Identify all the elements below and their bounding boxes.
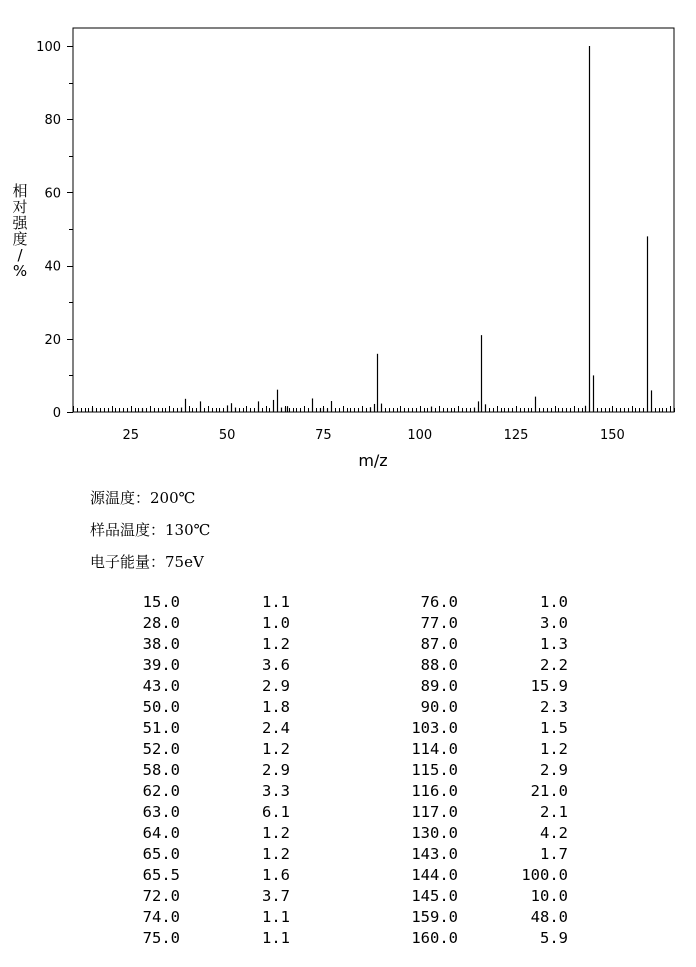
y-axis-label-char: 强	[12, 214, 28, 232]
y-axis-label-char: 度	[12, 230, 28, 248]
mz-left-cell: 65.0	[142, 845, 180, 863]
mz-left-cell: 62.0	[142, 782, 180, 800]
intensity-right-cell: 15.9	[530, 677, 568, 695]
x-tick-labels	[123, 428, 625, 443]
x-tick-label: 50	[218, 428, 236, 443]
electron-energy: 电子能量：75eV	[90, 553, 204, 571]
table-row	[0, 761, 696, 782]
intensity-left-cell: 1.2	[262, 824, 290, 842]
table-row	[0, 740, 696, 761]
intensity-right-cell: 4.2	[540, 824, 568, 842]
mz-left-cell: 64.0	[142, 824, 180, 842]
y-axis-label-char: %	[12, 262, 28, 280]
mz-right-cell: 160.0	[411, 929, 458, 947]
intensity-right-cell: 2.3	[540, 698, 568, 716]
y-axis-ticks	[67, 47, 73, 413]
mz-right-cell: 116.0	[411, 782, 458, 800]
mass-spectrum-chart	[0, 0, 696, 480]
table-row	[0, 698, 696, 719]
mz-right-cell: 143.0	[411, 845, 458, 863]
mz-right-cell: 130.0	[411, 824, 458, 842]
mz-left-cell: 15.0	[142, 593, 180, 611]
table-row	[0, 719, 696, 740]
mz-right-cell: 87.0	[420, 635, 458, 653]
mz-right-cell: 89.0	[420, 677, 458, 695]
table-row	[0, 656, 696, 677]
sample-temperature: 样品温度：130℃	[90, 521, 211, 539]
y-tick-label: 100	[36, 40, 61, 55]
table-row	[0, 866, 696, 887]
mz-left-cell: 58.0	[142, 761, 180, 779]
mz-left-cell: 75.0	[142, 929, 180, 947]
intensity-right-cell: 2.9	[540, 761, 568, 779]
intensity-left-cell: 1.8	[262, 698, 290, 716]
mz-left-cell: 72.0	[142, 887, 180, 905]
intensity-left-cell: 2.4	[262, 719, 290, 737]
table-row	[0, 845, 696, 866]
table-row	[0, 929, 696, 950]
intensity-right-cell: 5.9	[540, 929, 568, 947]
intensity-right-cell: 1.0	[540, 593, 568, 611]
y-tick-label: 80	[44, 113, 61, 129]
mz-left-cell: 43.0	[142, 677, 180, 695]
mz-left-cell: 50.0	[142, 698, 180, 716]
mz-left-cell: 63.0	[142, 803, 180, 821]
mz-right-cell: 77.0	[420, 614, 458, 632]
intensity-right-cell: 21.0	[530, 782, 568, 800]
table-row	[0, 614, 696, 635]
intensity-left-cell: 3.7	[262, 887, 290, 905]
intensity-right-cell: 10.0	[530, 887, 568, 905]
mz-left-cell: 28.0	[142, 614, 180, 632]
x-tick-label: 100	[407, 428, 433, 443]
intensity-right-cell: 1.3	[540, 635, 568, 653]
intensity-left-cell: 1.2	[262, 845, 290, 863]
table-row	[0, 635, 696, 656]
y-tick-label: 40	[44, 259, 61, 275]
mz-left-cell: 74.0	[142, 908, 180, 926]
table-row	[0, 908, 696, 929]
peak-series	[93, 46, 652, 412]
mz-right-cell: 103.0	[411, 719, 458, 737]
mz-left-cell: 39.0	[142, 656, 180, 674]
mz-right-cell: 117.0	[411, 803, 458, 821]
mz-right-cell: 90.0	[420, 698, 458, 716]
table-row	[0, 824, 696, 845]
mz-right-cell: 88.0	[420, 656, 458, 674]
intensity-right-cell: 100.0	[521, 866, 568, 884]
mz-right-cell: 159.0	[411, 908, 458, 926]
intensity-left-cell: 1.1	[262, 908, 290, 926]
table-row	[0, 677, 696, 698]
intensity-left-cell: 2.9	[262, 677, 290, 695]
mz-left-cell: 51.0	[142, 719, 180, 737]
y-tick-label: 20	[44, 332, 61, 348]
intensity-left-cell: 3.6	[262, 656, 290, 674]
intensity-left-cell: 1.1	[262, 929, 290, 947]
intensity-left-cell: 1.2	[262, 740, 290, 758]
mz-left-cell: 38.0	[142, 635, 180, 653]
mz-right-cell: 76.0	[420, 593, 458, 611]
intensity-left-cell: 1.1	[262, 593, 290, 611]
mz-right-cell: 114.0	[411, 740, 458, 758]
plot-frame	[73, 28, 674, 412]
y-axis-label-char: /	[17, 246, 23, 264]
intensity-right-cell: 1.7	[540, 845, 568, 863]
y-tick-labels	[36, 40, 61, 421]
intensity-right-cell: 2.2	[540, 656, 568, 674]
y-axis-label-char: 相	[12, 182, 28, 200]
intensity-right-cell: 3.0	[540, 614, 568, 632]
intensity-right-cell: 2.1	[540, 803, 568, 821]
intensity-left-cell: 1.6	[262, 866, 290, 884]
table-row	[0, 782, 696, 803]
x-tick-label: 125	[503, 428, 529, 443]
x-tick-label: 150	[599, 428, 625, 443]
intensity-right-cell: 1.5	[540, 719, 568, 737]
y-axis-label	[12, 182, 28, 280]
intensity-left-cell: 3.3	[262, 782, 290, 800]
y-axis-label-char: 对	[12, 198, 28, 216]
mz-right-cell: 115.0	[411, 761, 458, 779]
intensity-left-cell: 1.0	[262, 614, 290, 632]
table-row	[0, 887, 696, 908]
x-tick-label: 25	[122, 428, 140, 443]
mz-left-cell: 65.5	[142, 866, 180, 884]
x-axis-label: m/z	[358, 451, 388, 470]
mz-left-cell: 52.0	[142, 740, 180, 758]
intensity-left-cell: 1.2	[262, 635, 290, 653]
intensity-right-cell: 1.2	[540, 740, 568, 758]
y-tick-label: 0	[52, 406, 61, 421]
x-tick-label: 75	[315, 428, 332, 443]
intensity-left-cell: 6.1	[262, 803, 290, 821]
table-row	[0, 593, 696, 614]
mz-right-cell: 145.0	[411, 887, 458, 905]
table-row	[0, 803, 696, 824]
intensity-right-cell: 48.0	[530, 908, 568, 926]
y-tick-label: 60	[44, 186, 61, 202]
mz-right-cell: 144.0	[411, 866, 458, 884]
source-temperature: 源温度：200℃	[90, 489, 196, 507]
intensity-left-cell: 2.9	[262, 761, 290, 779]
